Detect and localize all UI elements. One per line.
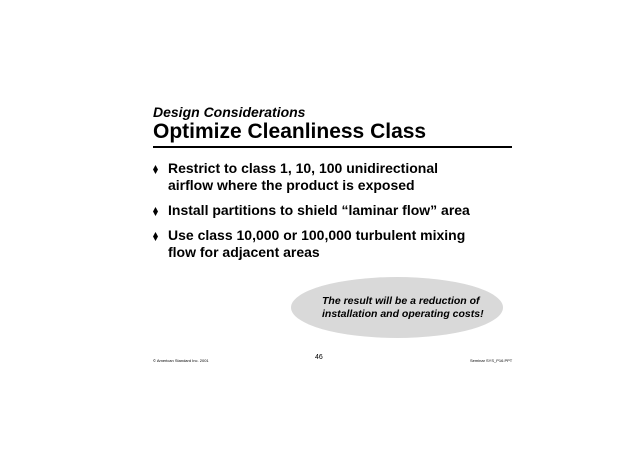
bullet-item	[153, 160, 513, 194]
footer-copyright: © American Standard Inc. 2001	[153, 358, 209, 363]
diamond-bullet-icon	[153, 165, 158, 174]
footer-seminar-id: Seminar SYS_P16.PPT	[470, 358, 513, 363]
slide-subtitle: Design Considerations	[153, 104, 306, 120]
bullet-item	[153, 227, 513, 261]
bullet-text: Use class 10,000 or 100,000 turbulent mixing flow for adjacent areas	[168, 227, 466, 260]
callout-text: The result will be a reduction of installation and operating costs!	[322, 295, 484, 320]
slide-title: Optimize Cleanliness Class	[153, 120, 427, 143]
bullet-text: Restrict to class 1, 10, 100 unidirectional airflow where the product is exposed	[168, 160, 438, 193]
diamond-bullet-icon	[153, 232, 158, 241]
footer-page-number: 46	[315, 354, 323, 361]
bullet-text: Install partitions to shield “laminar flow” area	[168, 202, 470, 218]
bullet-item	[153, 202, 513, 219]
bullet-list	[153, 160, 513, 269]
title-divider	[153, 146, 512, 148]
diamond-bullet-icon	[153, 207, 158, 216]
